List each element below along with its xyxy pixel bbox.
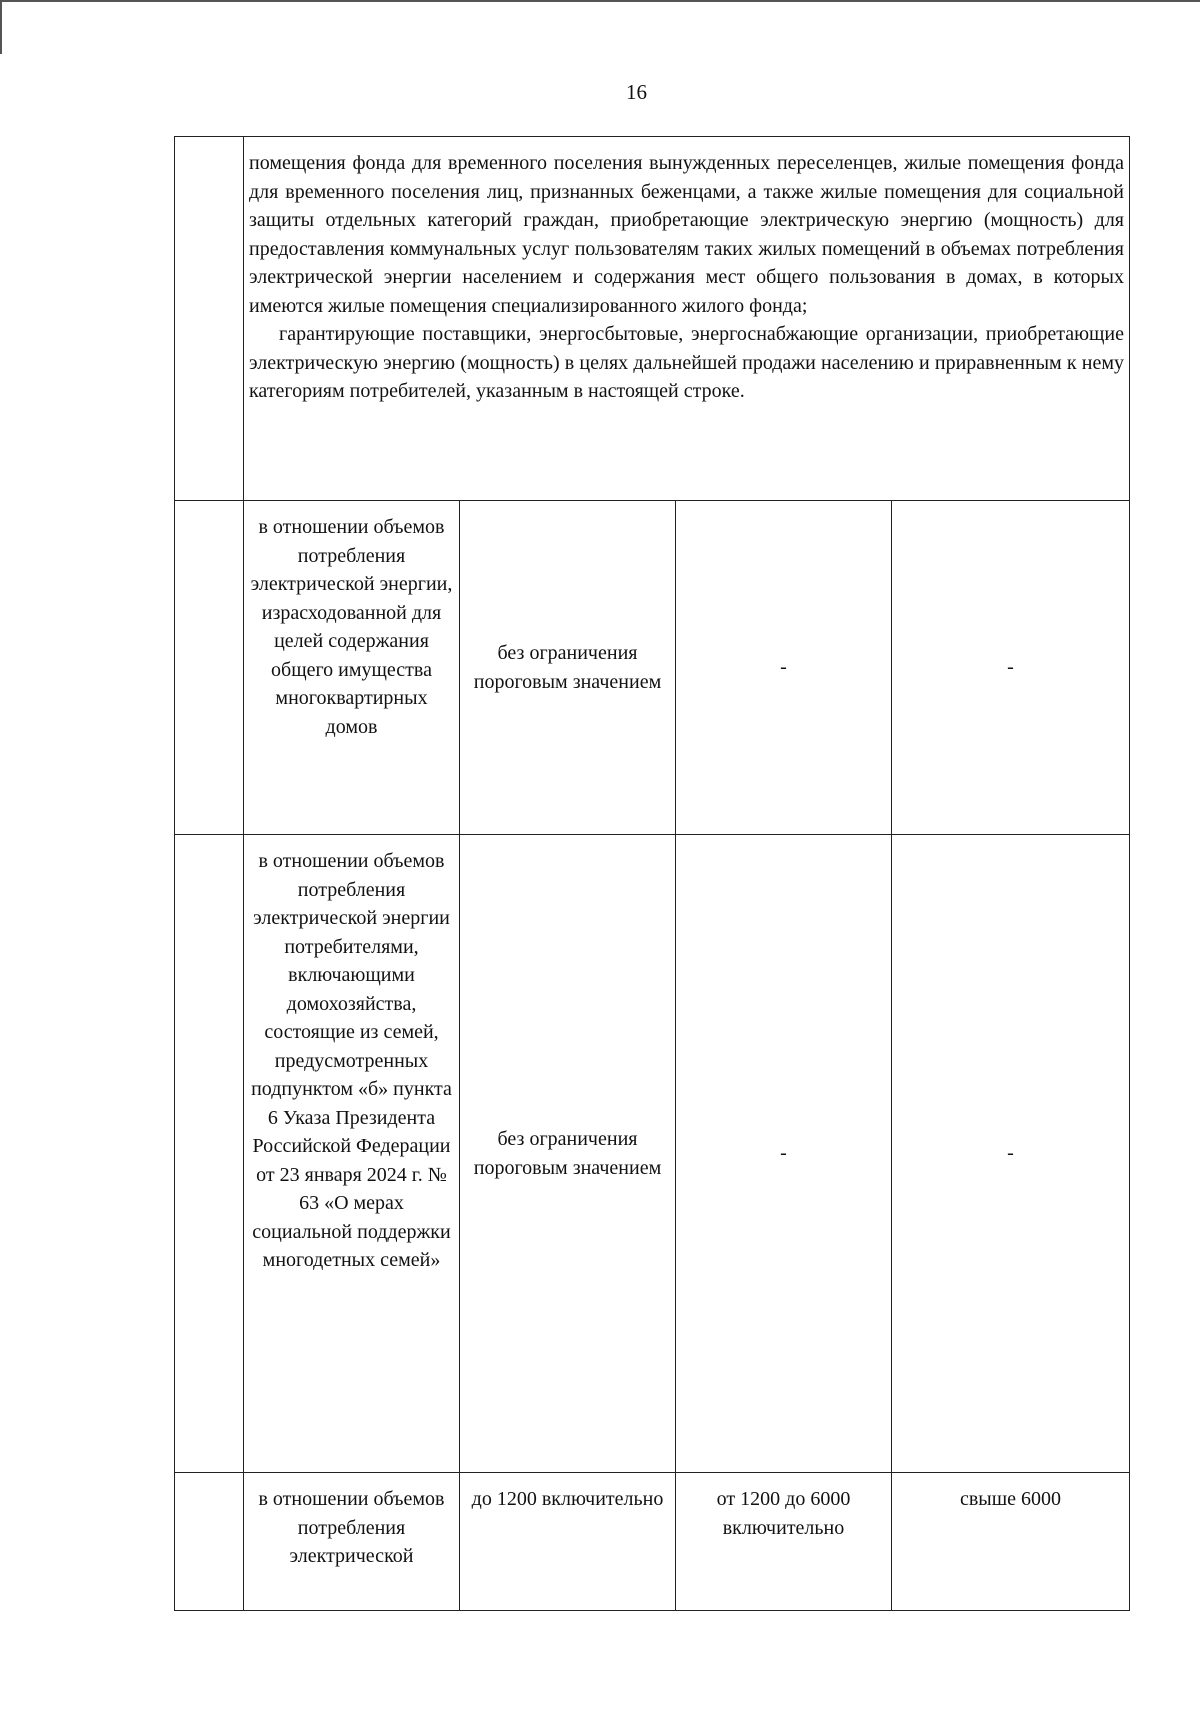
- range2-cell: -: [676, 835, 892, 1473]
- range3-cell: -: [892, 501, 1130, 835]
- range1-cell: до 1200 включительно: [460, 1473, 676, 1611]
- intro-paragraph-1: помещения фонда для временного поселения вынужденных переселенцев, жилые помещения фонда для временного поселения лиц, признанных беженцами, а также жилые помещения для социальной защиты отдельных категорий граждан, приобретающие электрическую энергию (мощность) для предоставления коммунальных услуг пользователям таких жилых помещений в объемах потребления электрической энергии населением и содержания мест общего пользования в домах, в которых имеются жилые помещения специализированного жилого фонда;: [249, 152, 1124, 317]
- intro-row: [175, 137, 1130, 501]
- table-row: [175, 1473, 1130, 1611]
- intro-cell: [244, 137, 1130, 501]
- row-number-cell: [175, 501, 244, 835]
- page-number: 16: [626, 80, 647, 104]
- range2-cell: от 1200 до 6000 включительно: [676, 1473, 892, 1611]
- category-cell: в отношении объемов потребления электрической энергии, израсходованной для целей содержания общего имущества многоквартирных домов: [244, 501, 460, 835]
- category-cell: в отношении объемов потребления электрической энергии потребителями, включающими домохозяйства, состоящие из семей, предусмотренных подпунктом «б» пункта 6 Указа Президента Российской Федерации от 23 января 2024 г. № 63 «О мерах социальной поддержки многодетных семей»: [244, 835, 460, 1473]
- category-cell: в отношении объемов потребления электрической: [244, 1473, 460, 1611]
- tariff-table: [174, 136, 1130, 1611]
- range2-cell: -: [676, 501, 892, 835]
- table-row: [175, 835, 1130, 1473]
- table-row: [175, 501, 1130, 835]
- range1-cell: без ограничения пороговым значением: [460, 835, 676, 1473]
- range1-cell: без ограничения пороговым значением: [460, 501, 676, 835]
- row-number-cell: [175, 835, 244, 1473]
- row-number-cell: [175, 1473, 244, 1611]
- scan-border-top: [0, 0, 1200, 2]
- row-number-cell: [175, 137, 244, 501]
- range3-cell: свыше 6000: [892, 1473, 1130, 1611]
- intro-paragraph-2: гарантирующие поставщики, энергосбытовые, энергоснабжающие организации, приобретающие электрическую энергию (мощность) в целях дальнейшей продажи населению и приравненным к нему категориям потребителей, указанным в настоящей строке.: [249, 323, 1124, 402]
- range3-cell: -: [892, 835, 1130, 1473]
- scan-border-left: [0, 0, 2, 54]
